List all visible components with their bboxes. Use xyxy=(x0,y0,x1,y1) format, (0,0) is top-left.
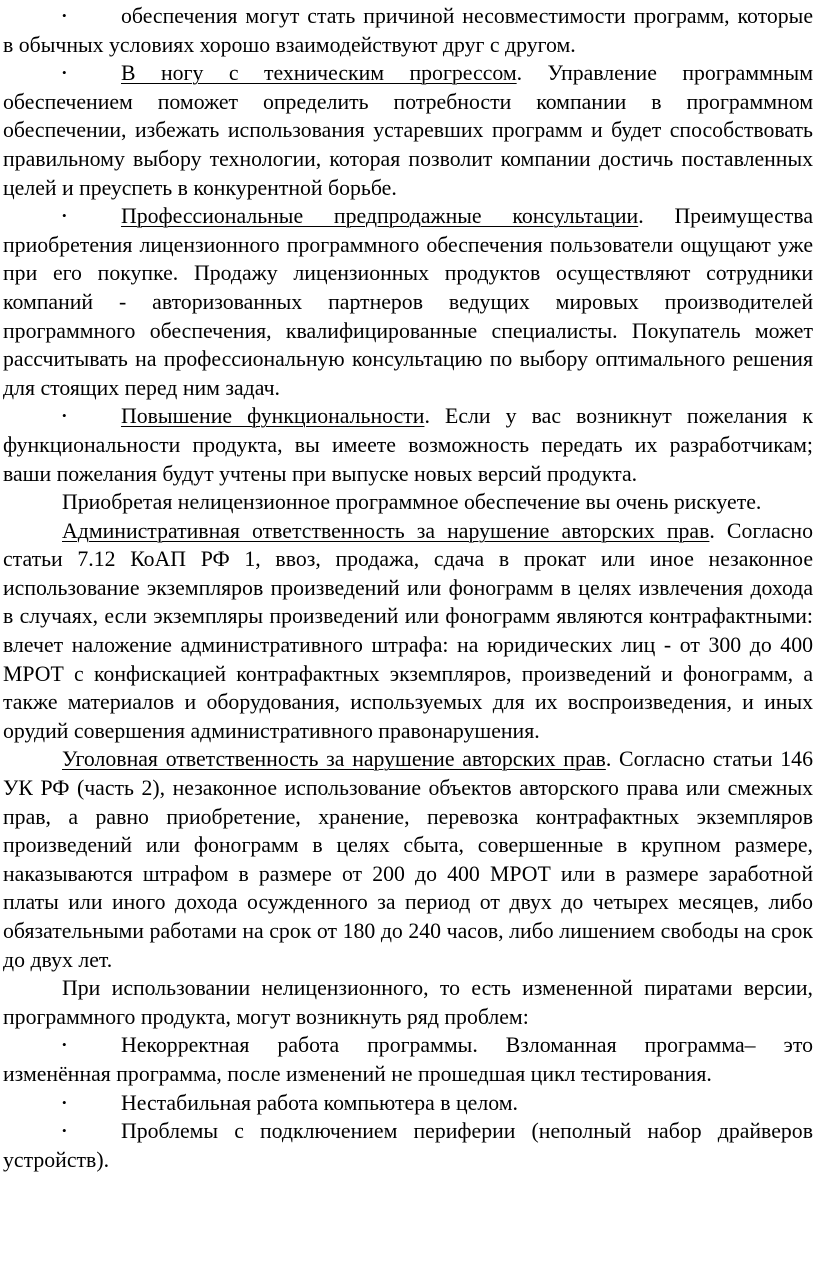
bullet-icon: • xyxy=(62,1037,67,1053)
paragraph-text: . Согласно статьи 7.12 КоАП РФ 1, ввоз, продажа, сдача в прокат или иное незаконное использование экземпляров произведений или фонограмм в целях извлечения дохода в случаях, если экземпляры произведений или фонограмм являются контрафактными: влечет наложение административного штрафа: на юридических лиц - от 300 до 400 МРОТ с конфискацией контрафактных экземпляров, произведений и фонограмм, а также материалов и оборудования, используемых для их воспроизведения, и иных орудий совершения административного правонарушения. xyxy=(3,518,813,743)
bullet-heading: Профессиональные предпродажные консультации xyxy=(121,204,639,229)
bullet-text: . Управление программным обеспечением поможет определить потребности компании в программном обеспечении, избежать использования устаревших программ и будет способствовать правильному выбору технологии, которая позволит компании достичь поставленных целей и преуспеть в конкурентной борьбе. xyxy=(3,61,813,200)
paragraph-problems-intro xyxy=(3,974,813,1031)
bullet-item-compatibility xyxy=(3,2,813,59)
bullet-icon: • xyxy=(62,65,67,81)
bullet-icon: • xyxy=(62,8,67,23)
bullet-item-presale-consulting xyxy=(3,202,813,402)
bullet-text: Некорректная работа программы. Взломанная программа– это изменённая программа, после изменений не прошедшая цикл тестирования. xyxy=(3,1033,813,1086)
paragraph-text: . Согласно статьи 146 УК РФ (часть 2), незаконное использование объектов авторского права или смежных прав, а равно приобретение, хранение, перевозка контрафактных экземпляров произведений или фонограмм в целях сбыта, совершенные в крупном размере, наказываются штрафом в размере от 200 до 400 МРОТ или в размере заработной платы или иного дохода осужденного за период от двух до четырех месяцев, либо обязательными работами на срок от 180 до 240 часов, либо лишением свободы на срок до двух лет. xyxy=(3,747,813,972)
bullet-item-unstable-computer xyxy=(3,1089,813,1118)
bullet-text: . Если у вас возникнут пожелания к функциональности продукта, вы имеете возможность передать их разработчикам; ваши пожелания будут учтены при выпуске новых версий продукта. xyxy=(3,404,813,486)
bullet-text: обеспечения могут стать причиной несовместимости программ, которые в обычных условиях хорошо взаимодействуют друг с другом. xyxy=(3,4,813,57)
bullet-item-functionality xyxy=(3,402,813,488)
bullet-icon: • xyxy=(62,408,67,424)
bullet-text: Нестабильная работа компьютера в целом. xyxy=(121,1090,518,1115)
bullet-text: Проблемы с подключением периферии (неполный набор драйверов устройств). xyxy=(3,1119,813,1172)
paragraph-criminal-liability xyxy=(3,745,813,974)
bullet-item-tech-progress xyxy=(3,59,813,202)
bullet-heading: Повышение функциональности xyxy=(121,404,425,429)
bullet-icon: • xyxy=(62,208,67,224)
paragraph-risk xyxy=(3,488,813,517)
bullet-icon: • xyxy=(62,1123,67,1139)
document-page xyxy=(3,2,813,1174)
bullet-icon: • xyxy=(62,1094,67,1110)
paragraph-heading: Уголовная ответственность за нарушение авторских прав xyxy=(62,747,606,772)
bullet-item-incorrect-work xyxy=(3,1031,813,1088)
paragraph-text: Приобретая нелицензионное программное обеспечение вы очень рискуете. xyxy=(62,490,762,515)
paragraph-administrative-liability xyxy=(3,517,813,746)
paragraph-text: При использовании нелицензионного, то есть измененной пиратами версии, программного продукта, могут возникнуть ряд проблем: xyxy=(3,976,813,1029)
paragraph-heading: Административная ответственность за нарушение авторских прав xyxy=(62,518,710,543)
bullet-heading: В ногу с техническим прогрессом xyxy=(121,61,517,86)
bullet-text: . Преимущества приобретения лицензионного программного обеспечения пользователи ощущают уже при его покупке. Продажу лицензионных продуктов осуществляют сотрудники компаний - авторизованных партнеров ведущих мировых производителей программного обеспечения, квалифицированные специалисты. Покупатель может рассчитывать на профессиональную консультацию по выбору оптимального решения для стоящих перед ним задач. xyxy=(3,204,813,400)
bullet-item-peripherals xyxy=(3,1117,813,1174)
